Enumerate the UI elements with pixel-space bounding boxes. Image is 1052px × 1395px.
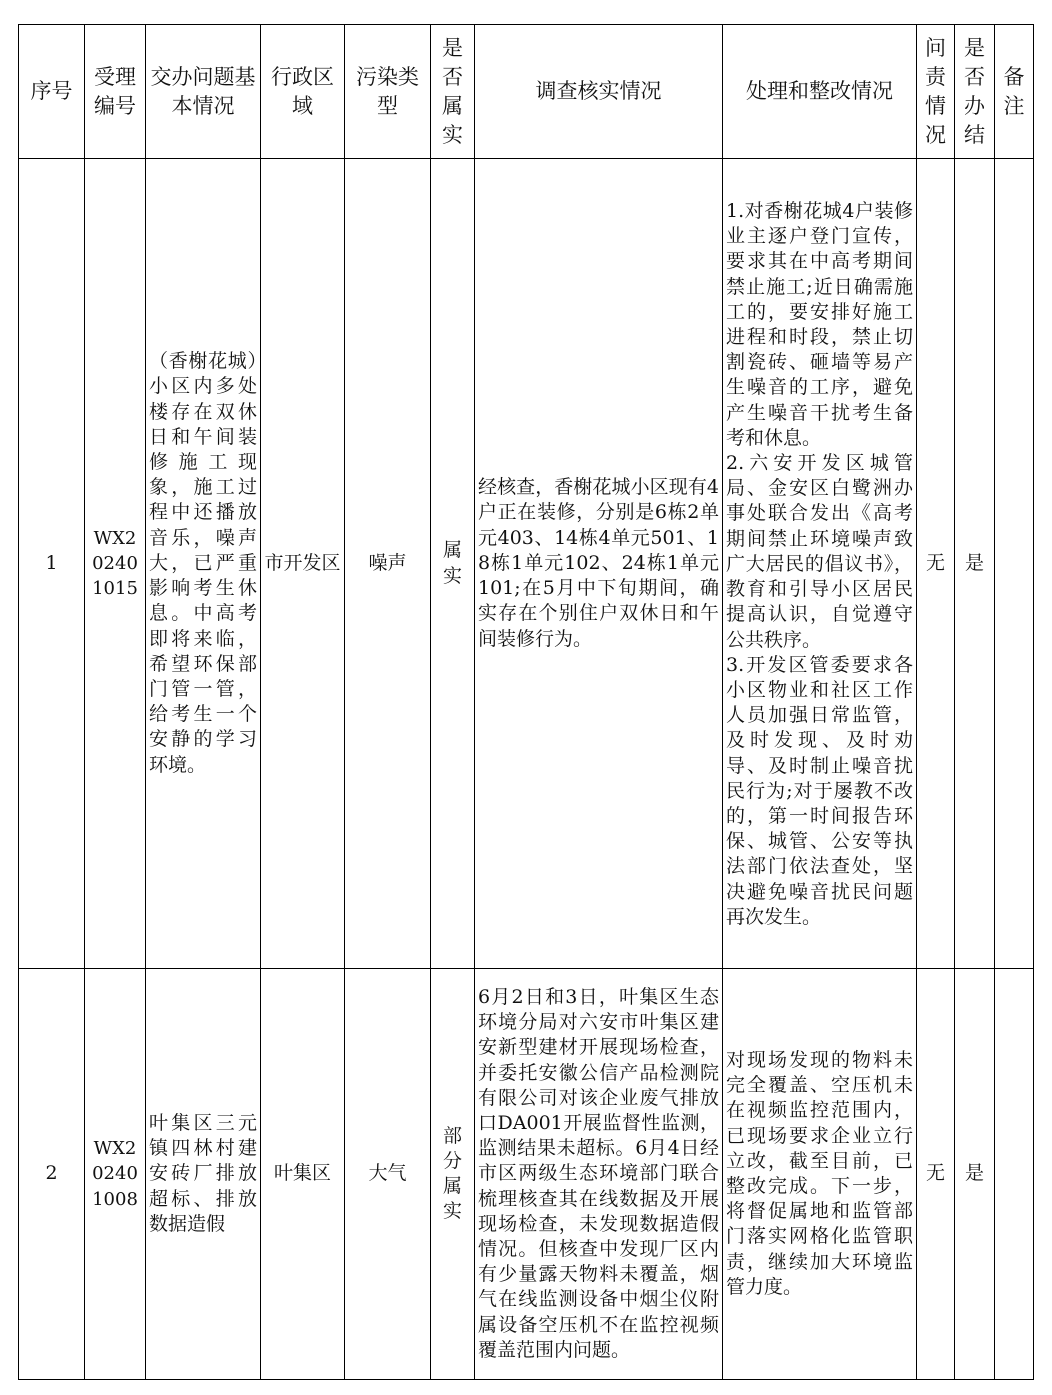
cell-investigation: 经核查，香榭花城小区现有4户正在装修，分别是6栋2单元403、14栋4单元501、18栋1单元102、24栋1单元101;在5月中下旬期间，确实存在个别住户双休日和午间装修行为。: [475, 159, 723, 969]
cell-type: 噪声: [345, 159, 431, 969]
cell-investigation: 6月2日和3日，叶集区生态环境分局对六安市叶集区建安新型建材开展现场检查，并委托安徽公信产品检测院有限公司对该企业废气排放口DA001开展监督性监测，监测结果未超标。6月4日经市区两级生态环境部门联合梳理核查其在线数据及开展现场检查，未发现数据造假情况。但核查中发现厂区内有少量露天物料未覆盖，烟气在线监测设备中烟尘仪附属设备空压机不在监控视频覆盖范围内问题。: [475, 969, 723, 1380]
header-issue: 交办问题基本情况: [146, 25, 261, 159]
cell-accountability: 无: [917, 969, 955, 1380]
complaint-table: [18, 24, 1034, 1380]
cell-type: 大气: [345, 969, 431, 1380]
header-region: 行政区域: [261, 25, 345, 159]
cell-handling: 对现场发现的物料未完全覆盖、空压机未在视频监控范围内，已现场要求企业立行立改，截至目前，已整改完成。下一步，将督促属地和监管部门落实网格化监管职责，继续加大环境监管力度。: [723, 969, 917, 1380]
cell-notes: [995, 159, 1034, 969]
table-row: [19, 969, 1034, 1380]
header-accountability: 问责情况: [917, 25, 955, 159]
header-handling: 处理和整改情况: [723, 25, 917, 159]
cell-issue: 叶集区三元镇四林村建安砖厂排放超标、排放数据造假: [146, 969, 261, 1380]
header-id: 受理编号: [85, 25, 146, 159]
cell-region: 叶集区: [261, 969, 345, 1380]
table-row: [19, 159, 1034, 969]
cell-true: 属实: [431, 159, 475, 969]
cell-closed: 是: [955, 159, 995, 969]
cell-region: 市开发区: [261, 159, 345, 969]
cell-notes: [995, 969, 1034, 1380]
cell-seq: 1: [19, 159, 85, 969]
cell-accountability: 无: [917, 159, 955, 969]
header-true: 是否属实: [431, 25, 475, 159]
header-closed: 是否办结: [955, 25, 995, 159]
header-investigation: 调查核实情况: [475, 25, 723, 159]
cell-issue: （香榭花城）小区内多处楼存在双休日和午间装修施工现象，施工过程中还播放音乐，噪声大，已严重影响考生休息。中高考即将来临，希望环保部门管一管，给考生一个安静的学习环境。: [146, 159, 261, 969]
cell-id: WX202401015: [85, 159, 146, 969]
cell-true: 部分属实: [431, 969, 475, 1380]
cell-seq: 2: [19, 969, 85, 1380]
header-seq: 序号: [19, 25, 85, 159]
header-row: [19, 25, 1034, 159]
cell-closed: 是: [955, 969, 995, 1380]
cell-handling: 1.对香榭花城4户装修业主逐户登门宣传，要求其在中高考期间禁止施工;近日确需施工的，要安排好施工进程和时段，禁止切割瓷砖、砸墙等易产生噪音的工序，避免产生噪音干扰考生备考和休息。 2.六安开发区城管局、金安区白鹭洲办事处联合发出《高考期间禁止环境噪声致广大居民的倡议书》，教育和引导小区居民提高认识，自觉遵守公共秩序。 3.开发区管委要求各小区物业和社区工作人员加强日常监管，及时发现、及时劝导、及时制止噪音扰民行为;对于屡教不改的，第一时间报告环保、城管、公安等执法部门依法查处，坚决避免噪音扰民问题再次发生。: [723, 159, 917, 969]
header-notes: 备注: [995, 25, 1034, 159]
cell-id: WX202401008: [85, 969, 146, 1380]
header-type: 污染类型: [345, 25, 431, 159]
